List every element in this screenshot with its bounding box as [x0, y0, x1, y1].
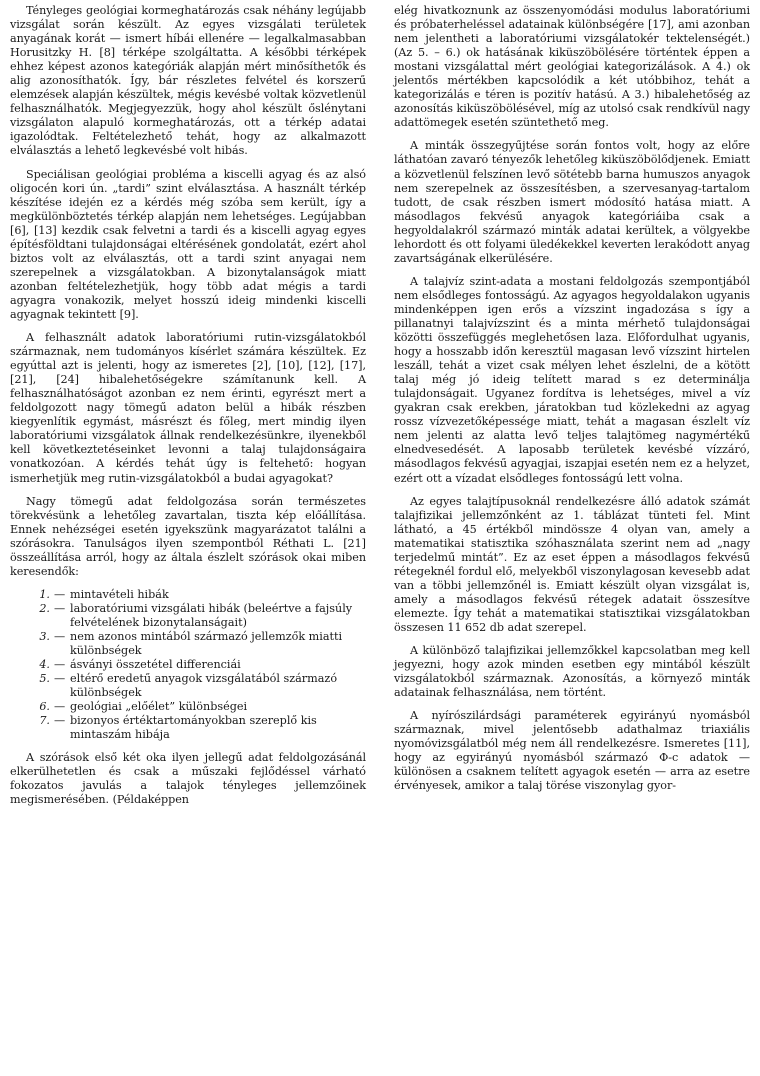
list-item-text: mintavételi hibák [70, 587, 169, 601]
list-item: 6. — geológiai „előélet” különbségei [10, 700, 366, 714]
paragraph-continued: elég hivatkoznunk az összenyomódási modulus laboratóriumi és próbaterheléssel adatainak különbségére [17], ami azonban nem jelentheti a laboratóriumi vizsgálatokér tektelenségét.) (Az 5. – 6.) ok hatásának kiküszöbölésére történtek éppen a mostani vizsgálattal mért geológiai kategorizálások. A 4.) ok jelentős mértékben kapcsolódik a két utóbbihoz, tehát a kategorizálás e téren is pozitív hatású. A 3.) hibalehetőség az azonosítás kiküszöbölésével, míg az utolsó csak rendkívül nagy adattömegek esetén szüntethető meg. [394, 4, 750, 130]
list-item-number: 1. [39, 587, 50, 601]
paragraph: Nagy tömegű adat feldolgozása során természetes törekvésünk a lehetőleg zavartalan, tiszta kép előállítása. Ennek nehézségei esetén igyekszünk magyarázatot találni a szórásokra. Tanulságos ilyen szempontból Réthati L. [21] összeállítása arról, hogy az általa észlelt szórások okai miben keresendők: [10, 494, 366, 578]
list-item-number: 5. [39, 672, 50, 686]
left-column [10, 4, 366, 817]
list-item-number: 4. [39, 658, 50, 672]
paragraph: A szórások első két oka ilyen jellegű adat feldolgozásánál elkerülhetetlen és csak a műszaki fejlődéssel várható fokozatos javulás a talajok tényleges jellemzőinek megismerésében. (Példaképpen [10, 751, 366, 807]
list-item-text: geológiai „előélet” különbségei [70, 700, 248, 714]
paragraph: Tényleges geológiai kormeghatározás csak néhány legújabb vizsgálat során készült. Az egyes vizsgálati területek anyagának korát — ismert híbái ellenére — legalkalmasabban Horusitzky H. [8] térképe szolgáltatta. A későbbi térképek ehhez képest azonos kategóriák alapján mért minősíthetők és alig azonosíthatók. Így, bár részletes felvétel és korszerű elemzések alapján készültek, mégis kevésbé voltak közvetlenül felhasználhatók. Megjegyezzük, hogy ahol készült őslénytani vizsgálaton alapuló kormeghatározás, ott a térkép adatai igazolódtak. Feltételezhető tehát, hogy az alkalmazott elválasztás a lehető legkevésbé volt hibás. [10, 4, 366, 158]
list-item-text: bizonyos értéktartományokban szereplő kis mintaszám hibája [70, 714, 317, 742]
list-item-text: eltérő eredetű anyagok vizsgálatából származó különbségek [70, 672, 338, 700]
paragraph: A minták összegyűjtése során fontos volt, hogy az előre láthatóan zavaró tényezők lehetőleg kiküszöbölődjenek. Emiatt a közvetlenül felszínen levő sötétebb barna humuszos anyagok nem szerepelnek az összesítésben, a szervesanyag-tartalom tudott, de csak részben ismert módosító hatása miatt. A másodlagos fekvésű anyagok kategóriáiba csak a hegyoldalakról származó minták adatai kerültek, a völgyekbe lehordott és ott folyami üledékekkel keverten lerakódott anyag zavartságának elkerülésére. [394, 139, 750, 265]
right-column [394, 4, 750, 802]
list-item-number: 2. [39, 601, 50, 615]
list-item-number: 6. [39, 700, 50, 714]
list-item: 7. — bizonyos értéktartományokban szereplő kis mintaszám hibája [10, 714, 366, 742]
list-item-text: laboratóriumi vizsgálati hibák (beleértve a fajsúly felvételének bizonytalanságait) [70, 601, 353, 629]
list-item: 5. — eltérő eredetű anyagok vizsgálatából származó különbségek [10, 672, 366, 700]
list-item-number: 3. [39, 629, 50, 643]
paragraph: Speciálisan geológiai probléma a kiscelli agyag és az alsó oligocén kori ún. „tardi” szint elválasztása. A használt térkép készítése idején ez a kérdés még szóba sem került, így a megkülönböztetés térkép alapján nem lehetséges. Legújabban [6], [13] kezdik csak felvetni a tardi és a kiscelli agyag egyes építésföldtani tulajdonságai eltérésének gondolatát, ezért ahol biztos volt az elválasztás, ott a tardi szint anyagai nem szerepelnek a vizsgálatokban. A bizonytalanságok miatt azonban feltételezhetjük, hogy több adat mégis a tardi agyagra vonakozik, melyet hosszú ideig mindenki kiscelli agyagnak tekintett [9]. [10, 167, 366, 321]
list-item-text: ásványi összetétel differenciái [70, 658, 241, 672]
paragraph: Az egyes talajtípusoknál rendelkezésre álló adatok számát talajfizikai jellemzőnként az 1. táblázat tünteti fel. Mint látható, a 45 értékből mindössze 4 olyan van, amely a matematikai statisztika szóhasználata szerint nem ad „nagy terjedelmű mintát”. Ez az eset éppen a másodlagos fekvésű rétegeknél fordul elő, melyekből viszonylagosan kevesebb adat van a többi jellemzőnél is. Emiatt készült olyan vizsgálat is, amely a másodlagos fekvésű rétegek adatait összesítve elemezte. Így tehát a matematikai statisztikai vizsgálatokban összesen 11 652 db adat szerepel. [394, 494, 750, 634]
error-causes-list [10, 588, 366, 743]
paragraph: A talajvíz szint-adata a mostani feldolgozás szempontjából nem elsődleges fontosságú. Az agyagos hegyoldalakon ugyanis mindenképpen igen erős a vízszint ingadozása s így a pillanatnyi talajvízszint és a minta mérhető tulajdonságai közötti összefüggés meglehetősen laza. Előfordulhat ugyanis, hogy a hosszabb időn keresztül magasan levő vízszint hirtelen leszáll, tehát a vizet csak mélyen lehet észlelni, de a kötött talaj még jó ideig telített marad s ez determinálja tulajdonságait. Ugyanez fordítva is lehetséges, mivel a víz gyakran csak erekben, járatokban tud közlekedni az agyag rossz vízvezetőképessége miatt, tehát a magasan észlelt víz nem jelenti az alatta levő teljes talajtömeg nagymértékű elnedvesedését. A laposabb területek kevésbé vízzáró, másodlagos fekvésű agyagjai, iszapjai esetén nem ez a helyzet, ezért ott a vízadat elsődleges fontosságú lett volna. [394, 274, 750, 485]
list-item-text: nem azonos mintából származó jellemzők miatti különbségek [70, 629, 343, 658]
list-item: 2. — laboratóriumi vizsgálati hibák (beleértve a fajsúly felvételének bizonytalanságait) [10, 602, 366, 630]
paragraph: A nyírószilárdsági paraméterek egyirányú nyomásból származnak, mivel jelentősebb adathalmaz triaxiális nyomóvizsgálatból még nem áll rendelkezésre. Ismeretes [11], hogy az egyirányú nyomásból származó Φ-c adatok — különösen a csaknem telített agyagok esetén — arra az esetre érvényesek, amikor a talaj törése viszonylag gyor- [394, 709, 750, 793]
list-item-number: 7. [39, 714, 50, 728]
list-item: 3. — nem azonos mintából származó jellemzők miatti különbségek [10, 630, 366, 658]
paragraph: A különböző talajfizikai jellemzőkkel kapcsolatban meg kell jegyezni, hogy azok minden esetben egy mintából készült vizsgálatokból származnak. Azonosítás, a környező minták adatainak felhasználása, nem történt. [394, 644, 750, 700]
list-item: 1. — mintavételi hibák [10, 588, 366, 602]
paragraph: A felhasznált adatok laboratóriumi rutin-vizsgálatokból származnak, nem tudományos kísérlet számára készültek. Ez egyúttal azt is jelenti, hogy az ismeretes [2], [10], [12], [17], [21], [24] hibalehetőségekre számítanunk kell. A felhasználhatóságot azonban ez nem érinti, egyrészt mert a feldolgozott nagy tömegű adaton belül a hibák részben kiegyenlítik egymást, másrészt és főleg, mert mindig ilyen laboratóriumi vizsgálatok állnak rendelkezésünkre, ilyenekből kell következtetéseinket levonni a talaj tulajdonságaira vonatkozóan. A kérdés tehát úgy is feltehető: hogyan ismerhetjük meg rutin-vizsgálatokból a budai agyagokat? [10, 331, 366, 485]
list-item: 4. — ásványi összetétel differenciái [10, 658, 366, 672]
